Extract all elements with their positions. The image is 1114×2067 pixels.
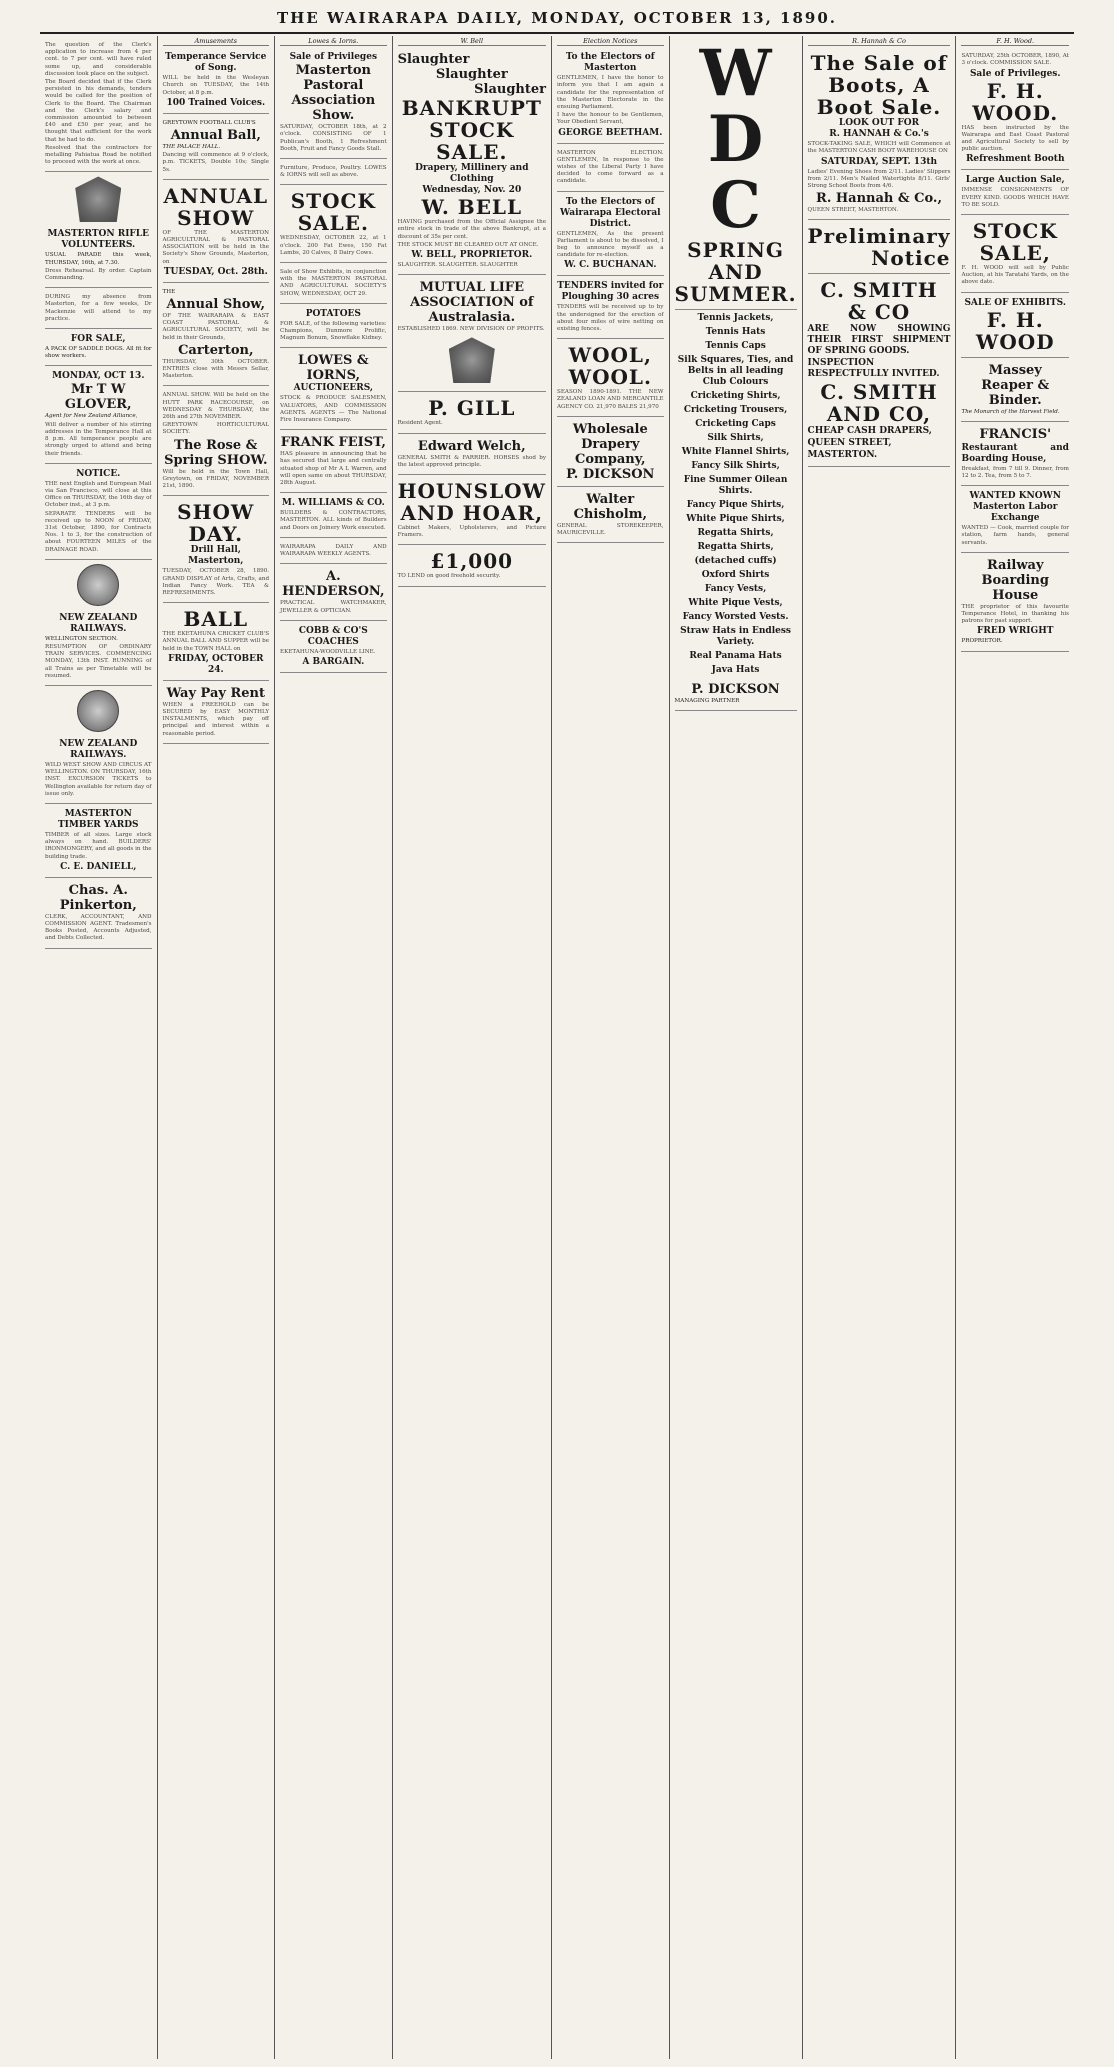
slaughter-3: Slaughter — [474, 82, 547, 98]
rose-show: The Rose & Spring SHOW. — [164, 437, 268, 468]
list-item: White Pique Vests, — [688, 598, 783, 608]
column-3: Lowes & Iorns. Sale of Privileges Masterton Pastoral Association Show. SATURDAY, OCTOBER 18th, at 2 o'clock. CONSISTING OF 1 Publican's Booth, 1 Refreshment Booth, Fruit and Fancy Goods Stall. Furniture, Produce, Poultry. LOWES & IORNS will sell as above. STOCK SALE. WEDNESDAY, OCTOBER 22, at 1 o'clock. 200 Fat Ewes, 150 Fat Lambs, 20 Calves, 8 Dairy Cows. Sale of Show Exhibits, in conjunction with the MASTERTON PASTORAL AND AGRICULTURAL SOCIETY'S SHOW, WEDNESDAY, OCT 29. POTATOES FOR SALE, of the following varieties: Champions, Dunmore Prolific, Magnum Bonum, Snowflake Kidney. LOWES & IORNS, AUCTIONEERS, STOCK & PRODUCE SALESMEN, VALUATORS, AND COMMISSION AGENTS. AGENTS — The National Fire Insurance Company. FRANK FEIST, HAS pleasure in announcing that he has secured that large and centrally situated shop of Mr A L Warren, and will open same on about THURSDAY, 28th August. M. WILLIAMS & CO. BUILDERS & CONTRACTORS, MASTERTON. ALL kinds of Builders and Doors on Joinery Work executed. WAIRARAPA DAILY AND WAIRARAPA WEEKLY AGENTS. A. HENDERSON, PRACTICAL WATCHMAKER, JEWELLER & OPTICIAN. COBB & CO'S COACHES EKETAHUNA-WOODVILLE LINE. A BARGAIN. — [275, 36, 393, 2059]
stock-sale-8: STOCK SALE, — [972, 219, 1058, 266]
list-item: Cricketing Shirts, — [690, 391, 781, 401]
refreshment-title: Refreshment Booth — [965, 154, 1065, 165]
fhwood-title: F. H. WOOD. — [972, 78, 1059, 125]
list-item: Fancy Worsted Vests. — [682, 612, 789, 622]
electors-2-title: To the Electors of Wairarapa Electoral District. — [559, 196, 661, 229]
look-out: LOOK OUT FOR — [838, 118, 920, 129]
annual-show-title: ANNUAL SHOW — [163, 183, 269, 230]
hounslow-title: HOUNSLOW AND HOAR, — [397, 479, 547, 526]
chisholm-name: Walter Chisholm, — [573, 491, 647, 522]
list-item: Tennis Hats — [705, 327, 766, 337]
greytown-ball: Annual Ball, — [170, 128, 261, 144]
mutual-life: MUTUAL LIFE ASSOCIATION of Australasia. — [410, 280, 534, 326]
list-item: Silk Squares, Ties, and Belts in all leading Club Colours — [677, 355, 794, 387]
bell-title: W. BELL — [421, 195, 523, 220]
list-item: Tennis Jackets, — [697, 313, 774, 323]
glover-sub: Agent for New Zealand Alliance, — [45, 413, 138, 420]
invited-text: INSPECTION RESPECTFULLY INVITED. — [807, 358, 940, 380]
column-head: F. H. Wood. — [961, 38, 1069, 46]
street-name: QUEEN STREET, — [807, 438, 892, 449]
bargain-title: A BARGAIN. — [302, 656, 365, 667]
privileges-title: Sale of Privileges — [289, 52, 378, 63]
daniell-name: C. E. DANIELL, — [60, 861, 137, 872]
columns — [40, 36, 1074, 2059]
item-list — [675, 313, 797, 676]
mutual-crest — [449, 337, 495, 383]
list-item: Regatta Shirts, — [697, 528, 774, 538]
ball-title: BALL — [183, 607, 249, 632]
railway-seal — [77, 564, 119, 606]
sale-title: FOR SALE, — [70, 334, 126, 345]
list-item: Fancy Vests, — [704, 584, 767, 594]
massey-title: Massey Reaper & Binder. — [981, 362, 1050, 408]
buchanan-name: W. C. BUCHANAN. — [564, 260, 657, 271]
list-item: Java Hats — [711, 665, 760, 675]
friday-date: FRIDAY, OCTOBER 24. — [168, 653, 264, 675]
masthead-title: THE WAIRARAPA DAILY, MONDAY, OCTOBER 13, 1890. — [276, 9, 838, 27]
temperance-title: Temperance Service of Song. — [165, 52, 267, 74]
date-title: Wednesday, Nov. 20 — [422, 185, 522, 196]
column-head: Amusements — [163, 38, 270, 46]
palace-hall: THE PALACE HALL. — [162, 144, 221, 151]
pinkerton-name: Chas. A. Pinkerton, — [59, 882, 137, 913]
proprietor-title: W. BELL, PROPRIETOR. — [411, 250, 533, 261]
fhwood-2: F. H. WOOD — [975, 307, 1055, 354]
column-8: F. H. Wood. SATURDAY, 25th OCTOBER, 1890, At 3 o'clock. COMMISSION SALE. Sale of Privileges. F. H. WOOD. HAS been instructed by the Wairarapa and East Coast Pastoral and Agricultural Society to sell by public auction. Refreshment Booth Large Auction Sale, IMMENSE CONSIGNMENTS OF EVERY KIND. GOODS WHICH HAVE TO BE SOLD. STOCK SALE, F. H. WOOD will sell by Public Auction, at his Taratahi Yards, on the above date. SALE OF EXHIBITS. F. H. WOOD Massey Reaper & Binder. The Monarch of the Harvest Field. FRANCIS' Restaurant and Boarding House, Breakfast, from 7 till 9. Dinner, from 12 to 2. Tea, from 5 to 7. WANTED KNOWN Masterton Labor Exchange WANTED — Cook, married couple for station, farm hands, general servants. Railway Boarding House THE proprietor of this favourite Temperance Hotel, in thanking his patrons for past support. FRED WRIGHT PROPRIETOR. — [956, 36, 1074, 2059]
carterton-title: Carterton, — [178, 342, 254, 358]
lowes-iorns: LOWES & IORNS, — [298, 353, 369, 384]
column-head: Lowes & Iorns. — [280, 38, 387, 46]
pastoral-title: Masterton Pastoral Association Show. — [291, 63, 376, 124]
column-head: R. Hannah & Co — [808, 38, 951, 46]
slaughter-1: Slaughter — [397, 52, 470, 68]
railways-title: NEW ZEALAND RAILWAYS. — [59, 612, 138, 634]
frank-feist: FRANK FEIST, — [280, 435, 386, 451]
list-item: Regatta Shirts, — [697, 542, 774, 552]
drapery-title: Drapery, Millinery and Clothing — [415, 163, 529, 185]
glover-name: Mr T W GLOVER, — [64, 382, 132, 413]
showing-text: ARE NOW SHOWING THEIR FIRST SHIPMENT OF SPRING GOODS. — [807, 324, 951, 357]
drill-hall: Drill Hall, Masterton, — [188, 545, 244, 567]
beetham-name: GEORGE BEETHAM. — [558, 127, 663, 138]
pay-rent-title: Way Pay Rent — [166, 685, 265, 701]
list-item: Real Panama Hats — [689, 651, 782, 661]
intro-text: The question of the Clerk's application to increase from 4 per cent. to 7 per cent. will have ruled some up, and considerable discussion took place on the subject. — [45, 42, 152, 77]
crest-image — [75, 176, 121, 222]
railway-seal-2 — [77, 690, 119, 732]
glover-date: MONDAY, OCT 13. — [52, 371, 145, 382]
list-item: Fancy Silk Shirts, — [691, 461, 780, 471]
column-2: Amusements Temperance Service of Song. WILL be held in the Wesleyan Church on TUESDAY, the 14th October, at 8 p.m. 100 Trained Voices. GREYTOWN FOOTBALL CLUB'S Annual Ball, THE PALACE HALL. Dancing will commence at 9 o'clock, p.m. TICKETS, Double 10s; Single 5s. ANNUAL SHOW OF THE MASTERTON AGRICULTURAL & PASTORAL ASSOCIATION will be held in the Society's Show Grounds, Masterton, on TUESDAY, Oct. 28th. THE Annual Show, OF THE WAIRARAPA & EAST COAST PASTORAL & AGRICULTURAL SOCIETY, will be held in their Grounds, Carterton, THURSDAY, 30th OCTOBER. ENTRIES close with Messrs Sellar, Masterton. ANNUAL SHOW. Will be held on the HUTT PARK RACECOURSE, on WEDNESDAY & THURSDAY, the 26th and 27th NOVEMBER. GREYTOWN HORTICULTURAL SOCIETY. The Rose & Spring SHOW. Will be held in the Town Hall, Greytown, on FRIDAY, NOVEMBER 21st, 1890. SHOW DAY. Drill Hall, Masterton, TUESDAY, OCTOBER 28, 1890. GRAND DISPLAY of Arts, Crafts, and Indian Fancy Work. TEA & REFRESHMENTS. BALL THE EKETAHUNA CRICKET CLUB'S ANNUAL BALL AND SUPPER will be held in the TOWN HALL on FRIDAY, OCTOBER 24. Way Pay Rent WHEN a FREEHOLD can be SECURED by EASY MONTHLY INSTALMENTS, which pay off principal and interest within a reasonable period. — [158, 36, 276, 2059]
admission-text: 100 Trained Voices. — [166, 97, 266, 108]
wanted-known: WANTED KNOWN — [969, 491, 1061, 502]
potatoes-title: POTATOES — [305, 308, 361, 319]
restaurant-title: Restaurant and Boarding House, — [961, 442, 1069, 464]
list-item: White Flannel Shirts, — [681, 447, 790, 457]
list-item: Cricketing Trousers, — [683, 405, 788, 415]
town-name: MASTERTON. — [807, 450, 878, 461]
dickson-footer: P. DICKSON — [691, 682, 780, 697]
wool-title: WOOL, WOOL. — [568, 343, 652, 390]
parade-title: MASTERTON RIFLE VOLUNTEERS. — [47, 229, 149, 251]
auctioneers-title: AUCTIONEERS, — [293, 383, 374, 394]
spring-title: SPRING AND SUMMER. — [674, 238, 797, 306]
williams-title: M. WILLIAMS & CO. — [281, 498, 385, 509]
wholesale-title: Wholesale Drapery Company, — [572, 421, 648, 467]
henderson-title: A. HENDERSON, — [282, 569, 385, 600]
list-item: Straw Hats in Endless Variety. — [680, 626, 791, 647]
column-6 — [670, 36, 803, 2059]
dickson-name: P. DICKSON — [566, 466, 655, 482]
parade-text: USUAL PARADE this week, THURSDAY, 16th, at 7.30. — [45, 252, 152, 266]
annual-show-2: Annual Show, — [166, 297, 266, 313]
proprietor-label: PROPRIETOR. — [961, 638, 1003, 645]
notice-title: Notice — [871, 246, 951, 271]
timber-title: MASTERTON TIMBER YARDS — [57, 808, 139, 830]
list-item: Oxford Shirts — [701, 570, 770, 580]
electors-title: To the Electors of Masterton — [565, 52, 655, 74]
slaughter-2: Slaughter — [435, 67, 508, 83]
wd-initials: W D — [699, 36, 772, 177]
list-item: Tennis Caps — [705, 341, 766, 351]
managing-partner: MANAGING PARTNER — [674, 698, 740, 704]
labour-exchange: Masterton Labor Exchange — [972, 502, 1058, 524]
cash-drapers: CHEAP CASH DRAPERS, — [807, 426, 932, 437]
sale-text: A PACK OF SADDLE DOGS. All fit for show workers. — [45, 346, 152, 360]
show-day: SHOW DAY. — [177, 500, 255, 547]
co-initial: C — [710, 168, 762, 243]
list-item: Fine Summer Oilean Shirts. — [683, 475, 788, 496]
column-5: Election Notices To the Electors of Masterton GENTLEMEN, I have the honor to inform you that I am again a candidate for the representation of the Masterton Electorate in the ensuing Parliament. I have the honour to be Gentlemen, Your Obedient Servant, GEORGE BEETHAM. MASTERTON ELECTION. GENTLEMEN, In response to the wishes of the Liberal Party I have decided to come forward as a candidate. To the Electors of Wairarapa Electoral District. GENTLEMEN, As the present Parliament is about to be dissolved, I beg to announce myself as a candidate for re-election. W. C. BUCHANAN. TENDERS invited for Ploughing 30 acres TENDERS will be received up to by the undersigned for the erection of about four miles of wire netting on existing fences. WOOL, WOOL. SEASON 1890-1891. THE NEW ZEALAND LOAN AND MERCANTILE AGENCY CO. 21,970 BALES 21,970 Wholesale Drapery Company, P. DICKSON Walter Chisholm, GENERAL STOREKEEPER, MAURICEVILLE. — [552, 36, 670, 2059]
list-item: Fancy Pique Shirts, — [686, 500, 785, 510]
francis-title: FRANCIS' — [979, 426, 1052, 442]
railways-sub: WELLINGTON SECTION. — [45, 635, 118, 642]
list-item: (detached cuffs) — [694, 556, 777, 566]
list-item: Silk Shirts, — [707, 433, 764, 443]
welch-title: Edward Welch, — [417, 438, 526, 454]
masterton-date: TUESDAY, Oct. 28th. — [163, 266, 268, 277]
bankrupt-title: BANKRUPT STOCK SALE. — [401, 96, 542, 165]
railways-title-2: NEW ZEALAND RAILWAYS. — [59, 738, 138, 760]
exhibits-title: SALE OF EXHIBITS. — [964, 297, 1066, 308]
loan-amount: £1,000 — [430, 549, 514, 574]
tenders-title: TENDERS invited for Ploughing 30 acres — [557, 281, 664, 303]
column-head: Election Notices — [557, 38, 664, 46]
column-1: The question of the Clerk's application to increase from 4 per cent. to 7 per cent. will have ruled some up, and considerable discussion took place on the subject. The Board decided that if the Clerk persisted in his demands, tenders would be called for the position of Clerk to the Board. The Chairman and the Clerk's salary and commission amounted to between £40 and £50 per year, and he thought that sufficient for the work that he had to do. Resolved that the contractors for metalling Pahiatua Road be notified to proceed with the work at once. MASTERTON RIFLE VOLUNTEERS. USUAL PARADE this week, THURSDAY, 16th, at 7.30. Dress Rehearsal. By order. Captain Commanding. DURING my absence from Masterton, for a few weeks, Dr Mackenzie will attend to my practice. FOR SALE, A PACK OF SADDLE DOGS. All fit for show workers. MONDAY, OCT 13. Mr T W GLOVER, Agent for New Zealand Alliance, Will deliver a number of his stirring addresses in the Temperance Hall at 8 p.m. All temperance people are strongly urged to attend and bring their friends. NOTICE. THE next English and European Mail via San Francisco, will close at this Office on THURSDAY, the 16th day of October inst., at 3 p.m. SEPARATE TENDERS will be received up to NOON of FRIDAY, 31st October, 1890, for Contracts Nos. 1 to 3, for the construction of about FOURTEEN MILES of the DRAINAGE ROAD. NEW ZEALAND RAILWAYS. WELLINGTON SECTION. RESUMPTION OF ORDINARY TRAIN SERVICES. COMMENCING MONDAY, 13th INST. RUNNING of all Trains as per Timetable will be resumed. NEW ZEALAND RAILWAYS. WILD WEST SHOW AND CIRCUS AT WELLINGTON. ON THURSDAY, 16th INST. EXCURSION TICKETS to Wellington available for return day of issue only. MASTERTON TIMBER YARDS TIMBER of all sizes. Large stock always on hand. BUILDERS' IRONMONGERY, and all goods in the building trade. C. E. DANIELL, Chas. A. Pinkerton, CLERK, ACCOUNTANT, AND COMMISSION AGENT. Tradesmen's Books Posted, Accounts Adjusted, and Debts Collected. — [40, 36, 158, 2059]
wright-name: FRED WRIGHT — [977, 626, 1054, 637]
hannah-name: R. HANNAH & Co.'s — [829, 129, 929, 140]
cobb-title: COBB & CO'S COACHES — [298, 625, 368, 647]
column-7: R. Hannah & Co The Sale of Boots, A Boot Sale. LOOK OUT FOR R. HANNAH & Co.'s STOCK-TAKING SALE, WHICH will Commence at the MASTERTON CASH BOOT WAREHOUSE ON SATURDAY, SEPT. 13th Ladies' Evening Shoes from 2/11. Ladies' Slippers from 2/11. Men's Nailed Watertights 8/11. Girls' Strong School Boots from 4/6. R. Hannah & Co., QUEEN STREET, MASTERTON. Preliminary Notice C. SMITH & CO ARE NOW SHOWING THEIR FIRST SHIPMENT OF SPRING GOODS. INSPECTION RESPECTFULLY INVITED. C. SMITH AND CO, CHEAP CASH DRAPERS, QUEEN STREET, MASTERTON. — [803, 36, 957, 2059]
privileges-title: Sale of Privileges. — [969, 68, 1061, 79]
list-item: White Pique Shirts, — [686, 514, 785, 524]
preliminary-title: Preliminary — [807, 224, 951, 249]
large-sale-title: Large Auction Sale, — [965, 175, 1065, 186]
stock-sale: STOCK SALE. — [290, 189, 376, 236]
smith-2: C. SMITH AND CO, — [820, 380, 938, 427]
hannah-2: R. Hannah & Co., — [816, 191, 942, 207]
column-4: W. Bell Slaughter Slaughter Slaughter BANKRUPT STOCK SALE. Drapery, Millinery and Clothing Wednesday, Nov. 20 W. BELL HAVING purchased from the Official Assignee the entire stock in trade of the above Bankrupt, at a discount of 35s per cent. THE STOCK MUST BE CLEARED OUT AT ONCE. W. BELL, PROPRIETOR. SLAUGHTER. SLAUGHTER. SLAUGHTER MUTUAL LIFE ASSOCIATION of Australasia. ESTABLISHED 1869. NEW DIVISION OF PROFITS. P. GILL Resident Agent. Edward Welch, GENERAL SMITH & FARRIER. HORSES shod by the latest approved principle. HOUNSLOW AND HOAR, Cabinet Makers, Upholsterers, and Picture Framers. £1,000 TO LEND on good freehold security. — [393, 36, 552, 2059]
masthead — [40, 4, 1074, 34]
list-item: Cricketing Caps — [695, 419, 776, 429]
smith-title: C. SMITH & CO — [820, 278, 938, 325]
pgill-title: P. GILL — [428, 396, 516, 421]
notice-title: NOTICE. — [76, 468, 121, 479]
harvest-text: The Monarch of the Harvest Field. — [961, 408, 1060, 415]
railway-boarding: Railway Boarding House — [981, 557, 1049, 603]
column-head: W. Bell — [398, 38, 546, 46]
saturday-date: SATURDAY, SEPT. 13th — [820, 156, 938, 167]
sale-boots-title: The Sale of Boots, A Boot Sale. — [810, 51, 948, 120]
